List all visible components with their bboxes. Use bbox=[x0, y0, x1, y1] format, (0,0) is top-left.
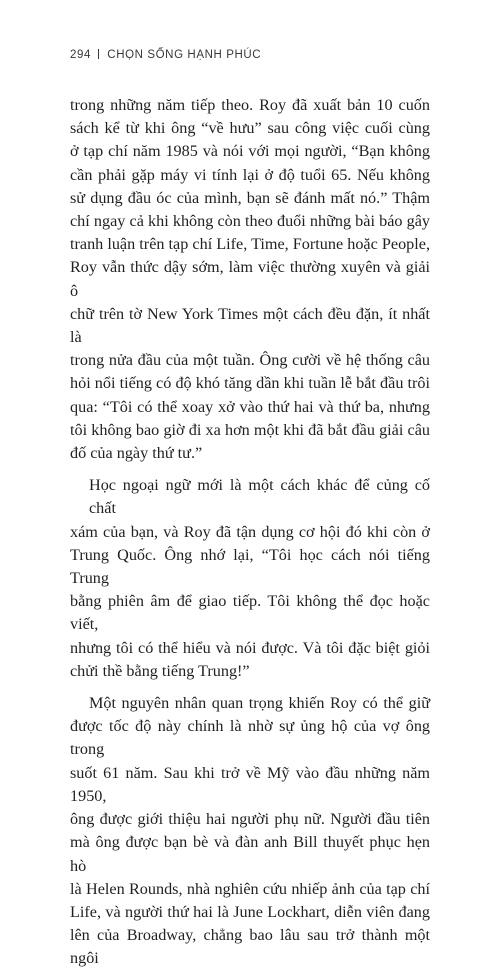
book-title: CHỌN SỐNG HẠNH PHÚC bbox=[107, 49, 262, 61]
text-line: trong nửa đầu của một tuần. Ông cười về hệ thống câu bbox=[70, 351, 430, 370]
text-line: ông được giới thiệu hai người phụ nữ. Người đầu tiên bbox=[70, 810, 430, 829]
text-line: được tốc độ này chính là nhờ sự ủng hộ của vợ ông trong bbox=[70, 717, 430, 759]
body-text bbox=[70, 94, 430, 971]
paragraph-1 bbox=[70, 94, 430, 465]
text-line: Life, và người thứ hai là June Lockhart, diễn viên đang bbox=[70, 902, 430, 921]
paragraph-3 bbox=[70, 692, 430, 970]
text-line: tranh luận trên tạp chí Life, Time, Fortune hoặc People, bbox=[70, 235, 430, 254]
text-line: lên của Broadway, chẳng bao lâu sau trở thành một ngôi bbox=[70, 926, 430, 968]
text-line: Trung Quốc. Ông nhớ lại, “Tôi học cách nói tiếng Trung bbox=[70, 545, 430, 588]
text-line: chí ngay cả khi không còn theo đuổi những bài báo gây bbox=[70, 212, 430, 231]
text-line: mà ông được bạn bè và đàn anh Bill thuyết phục hẹn hò bbox=[70, 833, 430, 875]
text-line: sử dụng đầu óc của mình, bạn sẽ đánh mất nó.” Thậm bbox=[70, 188, 430, 207]
text-line: chữ trên tờ New York Times một cách đều đặn, ít nhất là bbox=[70, 304, 430, 347]
text-line: sách kể từ khi ông “về hưu” sau công việc cuối cùng bbox=[70, 119, 430, 138]
text-line: hỏi nổi tiếng có độ khó tăng dần khi tuần lễ bắt đầu trôi bbox=[70, 374, 430, 393]
text-line: là Helen Rounds, nhà nghiên cứu nhiếp ảnh của tạp chí bbox=[70, 879, 430, 898]
text-line: trong những năm tiếp theo. Roy đã xuất bản 10 cuốn bbox=[70, 96, 430, 114]
text-line: qua: “Tôi có thể xoay xở vào thứ hai và thứ ba, nhưng bbox=[70, 397, 430, 416]
text-line: Học ngoại ngữ mới là một cách khác để củng cố chất bbox=[89, 476, 430, 518]
paragraph-2 bbox=[70, 474, 430, 683]
text-line: xám của bạn, và Roy đã tận dụng cơ hội đó khi còn ở bbox=[70, 522, 430, 541]
text-line: Một nguyên nhân quan trọng khiến Roy có thể giữ bbox=[89, 694, 430, 713]
running-head bbox=[70, 49, 261, 61]
text-line: tôi không bao giờ đi xa hơn một khi đã bắt đầu giải câu bbox=[70, 420, 430, 439]
page-number: 294 bbox=[70, 49, 91, 61]
text-line: nhưng tôi có thể hiểu và nói được. Và tôi đặc biệt giỏi bbox=[70, 638, 430, 657]
header-separator bbox=[98, 49, 99, 59]
text-line: chửi thề bằng tiếng Trung!” bbox=[70, 661, 250, 680]
text-line: suốt 61 năm. Sau khi trở về Mỹ vào đầu những năm 1950, bbox=[70, 763, 430, 805]
text-line: ở tạp chí năm 1985 và nói với mọi người, “Bạn không bbox=[70, 142, 430, 161]
text-line: Roy vẫn thức dậy sớm, làm việc thường xuyên và giải ô bbox=[70, 258, 430, 300]
text-line: đố của ngày thứ tư.” bbox=[70, 444, 203, 463]
text-line: cần phải gặp máy vi tính lại ở độ tuổi 65. Nếu không bbox=[70, 165, 430, 184]
text-line: bằng phiên âm để giao tiếp. Tôi không thể đọc hoặc viết, bbox=[70, 592, 430, 634]
